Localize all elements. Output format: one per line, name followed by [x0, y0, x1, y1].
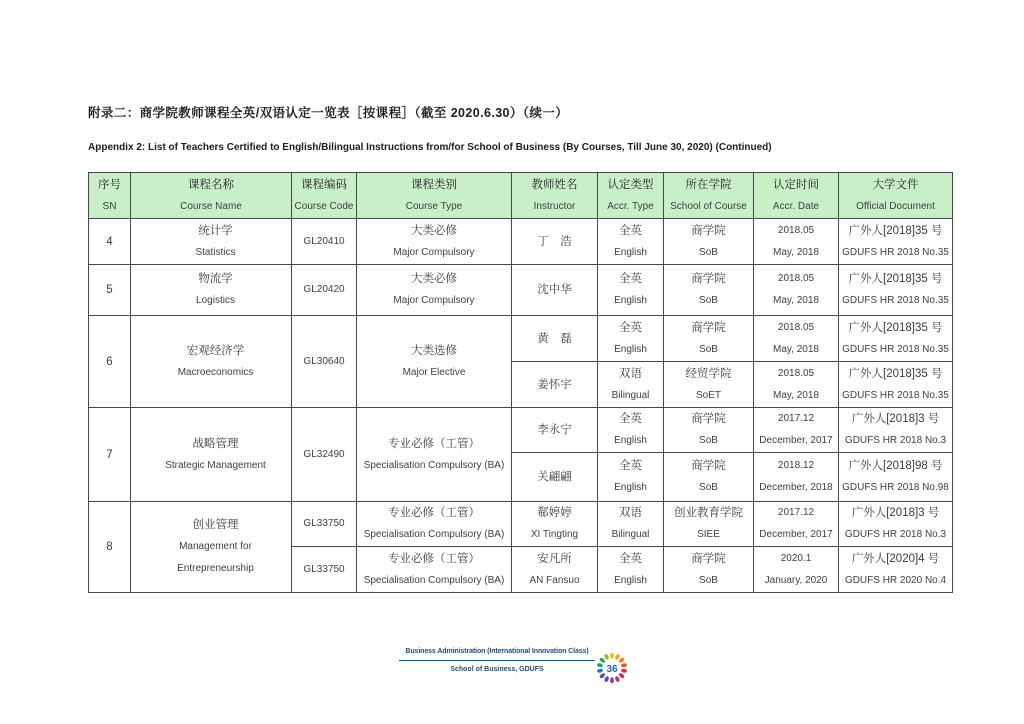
cell-accr-date: 2018.05 May, 2018 [754, 219, 839, 265]
table-row [89, 408, 953, 453]
cell-course-code: GL33750 [292, 547, 357, 593]
cell-course-code: GL20420 [292, 265, 357, 316]
cell-accr-date: 2018.12 December, 2018 [754, 453, 839, 502]
cell-instructor: 郗婷婷 XI Tingting [512, 502, 598, 547]
cell-accr-date: 2018.05 May, 2018 [754, 265, 839, 316]
cell-official-doc: 广外人[2020]4 号 GDUFS HR 2020 No.4 [839, 547, 953, 593]
table-header-row [89, 173, 953, 219]
gdufs-anniversary-logo [593, 649, 631, 687]
cell-course-name: 物流学 Logistics [131, 265, 292, 316]
cell-course-code: GL30640 [292, 316, 357, 408]
cell-course-type: 大类选修 Major Elective [357, 316, 512, 408]
cell-sn: 7 [89, 408, 131, 502]
header-cell-sn: 序号 SN [89, 173, 131, 219]
cell-course-type: 专业必修（工管） Specialisation Compulsory (BA) [357, 547, 512, 593]
cell-course-code: GL20410 [292, 219, 357, 265]
cell-accr-date: 2018.05 May, 2018 [754, 362, 839, 408]
header-cell-accr-date: 认定时间 Accr. Date [754, 173, 839, 219]
cell-sn: 6 [89, 316, 131, 408]
cell-accr-type: 全英 English [598, 219, 664, 265]
cell-accr-date: 2017.12 December, 2017 [754, 408, 839, 453]
header-cell-course-name: 课程名称 Course Name [131, 173, 292, 219]
cell-school: 商学院 SoB [664, 265, 754, 316]
cell-official-doc: 广外人[2018]35 号 GDUFS HR 2018 No.35 [839, 316, 953, 362]
table-row [89, 316, 953, 362]
header-cell-school: 所在学院 School of Course [664, 173, 754, 219]
cell-school: 创业教育学院 SIEE [664, 502, 754, 547]
table-row [89, 265, 953, 316]
cell-school: 商学院 SoB [664, 219, 754, 265]
page-number: 36 [606, 663, 618, 675]
cell-accr-type: 双语 Bilingual [598, 362, 664, 408]
cell-sn: 5 [89, 265, 131, 316]
cell-instructor: 安凡所 AN Fansuo [512, 547, 598, 593]
certification-table [88, 172, 953, 593]
cell-official-doc: 广外人[2018]3 号 GDUFS HR 2018 No.3 [839, 502, 953, 547]
cell-course-name: 创业管理 Management for Entrepreneurship [131, 502, 292, 593]
header-cell-accr-type: 认定类型 Accr. Type [598, 173, 664, 219]
cell-sn: 8 [89, 502, 131, 593]
cell-instructor: 关翩翩 [512, 453, 598, 502]
cell-accr-type: 双语 Bilingual [598, 502, 664, 547]
cell-course-code: GL32490 [292, 408, 357, 502]
cell-official-doc: 广外人[2018]3 号 GDUFS HR 2018 No.3 [839, 408, 953, 453]
cell-school: 商学院 SoB [664, 408, 754, 453]
header-cell-instructor: 教师姓名 Instructor [512, 173, 598, 219]
cell-official-doc: 广外人[2018]98 号 GDUFS HR 2018 No.98 [839, 453, 953, 502]
table-row [89, 219, 953, 265]
cell-course-type: 专业必修（工管） Specialisation Compulsory (BA) [357, 502, 512, 547]
cell-course-code: GL33750 [292, 502, 357, 547]
header-cell-official-doc: 大学文件 Official Document [839, 173, 953, 219]
cell-instructor: 丁 浩 [512, 219, 598, 265]
cell-course-type: 大类必修 Major Compulsory [357, 219, 512, 265]
cell-course-name: 宏观经济学 Macroeconomics [131, 316, 292, 408]
cell-accr-date: 2018.05 May, 2018 [754, 316, 839, 362]
cell-accr-type: 全英 English [598, 453, 664, 502]
doc-title-zh: 附录二：商学院教师课程全英/双语认定一览表［按课程］（截至 2020.6.30）（续一） [88, 106, 569, 120]
cell-official-doc: 广外人[2018]35 号 GDUFS HR 2018 No.35 [839, 362, 953, 408]
cell-school: 商学院 SoB [664, 316, 754, 362]
footer-line1: Business Administration (International Innovation Class) [405, 648, 589, 655]
cell-accr-type: 全英 English [598, 408, 664, 453]
footer [387, 646, 607, 675]
cell-official-doc: 广外人[2018]35 号 GDUFS HR 2018 No.35 [839, 265, 953, 316]
cell-course-name: 战略管理 Strategic Management [131, 408, 292, 502]
cell-instructor: 李永宁 [512, 408, 598, 453]
footer-line2: School of Business, GDUFS [450, 666, 544, 673]
table-row [89, 502, 953, 547]
cell-accr-type: 全英 English [598, 265, 664, 316]
footer-divider [399, 660, 595, 661]
cell-accr-type: 全英 English [598, 547, 664, 593]
cell-accr-type: 全英 English [598, 316, 664, 362]
cell-instructor: 姜怀宇 [512, 362, 598, 408]
header-cell-course-type: 课程类别 Course Type [357, 173, 512, 219]
cell-school: 商学院 SoB [664, 547, 754, 593]
cell-course-type: 大类必修 Major Compulsory [357, 265, 512, 316]
cell-instructor: 沈中华 [512, 265, 598, 316]
cell-school: 经贸学院 SoET [664, 362, 754, 408]
cell-accr-date: 2017.12 December, 2017 [754, 502, 839, 547]
header-cell-course-code: 课程编码 Course Code [292, 173, 357, 219]
cell-course-type: 专业必修（工管） Specialisation Compulsory (BA) [357, 408, 512, 502]
cell-instructor: 黄 磊 [512, 316, 598, 362]
cell-accr-date: 2020.1 January, 2020 [754, 547, 839, 593]
cell-sn: 4 [89, 219, 131, 265]
doc-title-en: Appendix 2: List of Teachers Certified to English/Bilingual Instructions from/for School of Business (By Courses, Till June 30, 2020) (Continued) [88, 142, 772, 153]
cell-school: 商学院 SoB [664, 453, 754, 502]
cell-course-name: 统计学 Statistics [131, 219, 292, 265]
cell-official-doc: 广外人[2018]35 号 GDUFS HR 2018 No.35 [839, 219, 953, 265]
